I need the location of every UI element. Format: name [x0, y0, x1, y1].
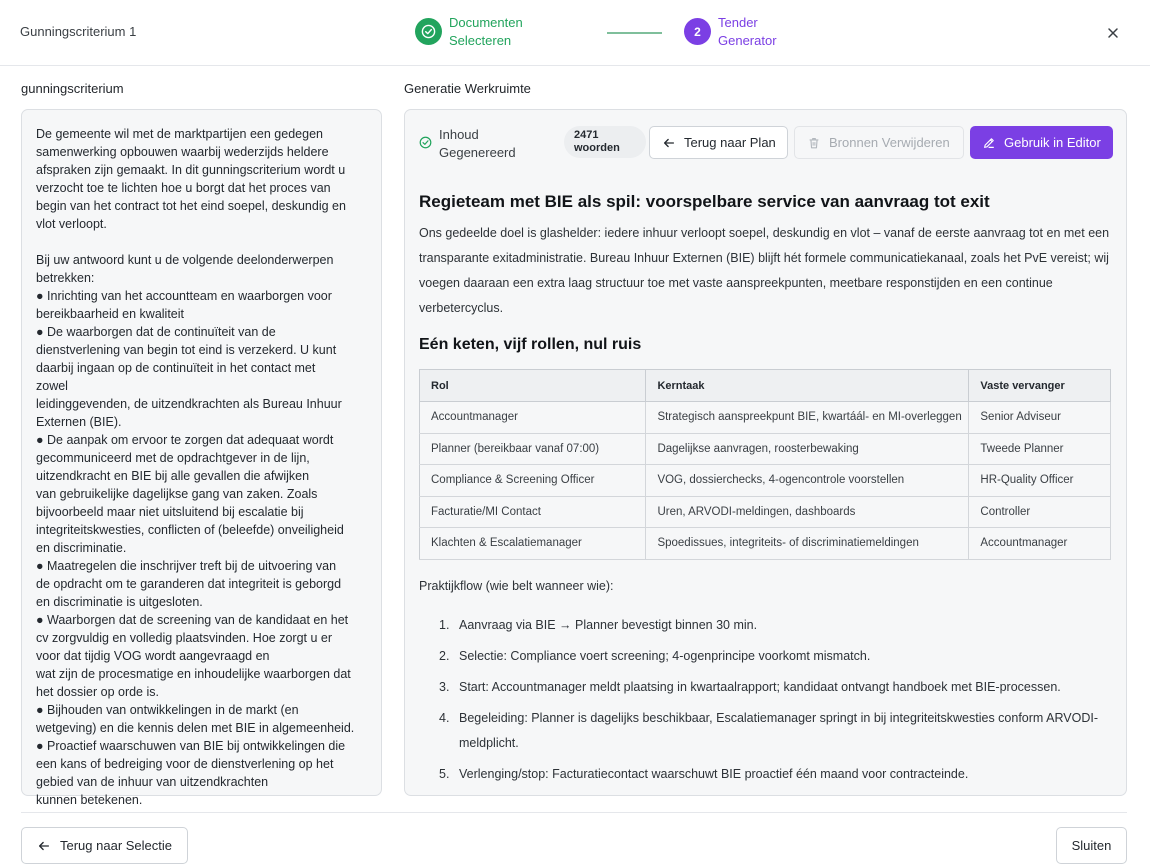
table-row: [420, 465, 1111, 497]
table-cell: Tweede Planner: [969, 433, 1111, 465]
dialog-title: Gunningscriterium 1: [20, 24, 137, 39]
step-label-line1: Documenten: [449, 15, 523, 30]
list-item-text: Selectie: Compliance voert screening; 4-ogenprincipe voorkomt mismatch.: [459, 648, 871, 663]
table-cell: VOG, dossierchecks, 4-ogencontrole voorstellen: [646, 465, 969, 497]
table-row: [420, 433, 1111, 465]
generated-content: [419, 190, 1113, 793]
dialog-header: [0, 0, 1150, 66]
word-count-badge: [564, 126, 646, 158]
table-cell: Dagelijkse aanvragen, roosterbewaking: [646, 433, 969, 465]
table-cell: Accountmanager: [420, 402, 646, 434]
close-dialog-button[interactable]: Sluiten: [1056, 827, 1127, 864]
close-icon: [1104, 24, 1122, 42]
right-section-title: Generatie Werkruimte: [404, 81, 531, 96]
flow-list: [419, 613, 1113, 787]
remove-sources-button[interactable]: [794, 126, 964, 159]
word-count-unit: woorden: [574, 142, 620, 154]
roles-table: [419, 369, 1111, 560]
list-item: 4. Begeleiding: Planner is dagelijks beschikbaar, Escalatiemanager springt in bij integriteitskwesties conform ARVODI-meldplicht.: [439, 710, 1098, 750]
criterium-panel[interactable]: [21, 109, 382, 807]
table-cell: Facturatie/MI Contact: [420, 496, 646, 528]
table-header-cell: Kerntaak: [646, 370, 969, 402]
close-button[interactable]: [1104, 24, 1122, 42]
list-item-text: Begeleiding: Planner is dagelijks beschikbaar, Escalatiemanager springt in bij integriteitskwesties conform ARVODI-meldplicht.: [459, 710, 1098, 750]
word-count-number: 2471: [574, 129, 599, 141]
list-item-text: Aanvraag via BIE → Planner bevestigt binnen 30 min.: [459, 617, 758, 632]
pencil-icon: [982, 136, 996, 150]
generated-intro: Ons gedeelde doel is glashelder: iedere inhuur verloopt soepel, deskundig en vlot – vanaf de eerste aanvraag tot en met een transparante exitadministratie. Bureau Inhuur Externen (BIE) blijft hét formele communicatiekanaal, zoals het PvE vereist; wij voegen daaraan een extra laag structuur toe met vaste aanspreekpunten, meetbare responstijden en een continue verbetercyclus.: [419, 226, 1110, 315]
table-cell: Klachten & Escalatiemanager: [420, 528, 646, 560]
arrow-left-icon: [37, 839, 51, 853]
step-label-line1: Tender: [718, 15, 758, 30]
left-section-title: gunningscriterium: [21, 81, 124, 96]
table-row: [420, 496, 1111, 528]
step-label: [718, 14, 777, 50]
table-header-row: [420, 370, 1111, 402]
table-cell: Controller: [969, 496, 1111, 528]
criterium-text: De gemeente wil met de marktpartijen een gedegen samenwerking opbouwen waarbij wederzijds heldere afspraken zijn gemaakt. In dit gunningscriterium wordt u verzocht toe te lichten hoe u borgt dat het proces van begin van het contract tot het eind soepel, deskundig en vlot verloopt. Bij uw antwoord kunt u de volgende deelonderwerpen betrekken: ● Inrichting van het accountteam en waarborgen voor bereikbaarheid en kwaliteit ● De waarborgen dat de continuïteit van de dienstverlening van begin tot eind is verzekerd. U kunt daarbij ingaan op de continuïteit in het contact met zowel leidinggevenden, de uitzendkrachten als Bureau Inhuur Externen (BIE). ● De aanpak om ervoor te zorgen dat adequaat wordt gecommuniceerd met de opdrachtgever in de lijn, uitzendkracht en BIE bij alle gevallen die afwijken van gebruikelijke dagelijkse gang van zaken. Zoals bijvoorbeeld maar niet uitsluitend bij escalatie bij integriteitskwesties, conflicten of (beleefde) onveiligheid en discriminatie. ● Maatregelen die inschrijver treft bij de uitvoering van de opdracht om te garanderen dat integriteit is geborgd en discriminatie is uitgesloten. ● Waarborgen dat de screening van de kandidaat en het cv zorgvuldig en volledig plaatsvinden. Hoe zorgt u er voor dat tijdig VOG wordt aangevraagd en wat zijn de procesmatige en inhoudelijke waarborgen dat het dossier op orde is. ● Bijhouden van ontwikkelingen in de markt (en wetgeving) en die kennis delen met BIE in algemeenheid. ● Proactief waarschuwen van BIE bij ontwikkelingen die een kans of bedreiging voor de dienstverlening op het gebied van de inhuur van uitzendkrachten kunnen betekenen.: [36, 127, 355, 807]
list-item: 2. Selectie: Compliance voert screening; 4-ogenprincipe voorkomt mismatch.: [439, 648, 871, 663]
generated-subheading: Eén keten, vijf rollen, nul ruis: [419, 336, 642, 353]
table-cell: Spoedissues, integriteits- of discriminatiemeldingen: [646, 528, 969, 560]
list-item-text: Verlenging/stop: Facturatiecontact waarschuwt BIE proactief één maand voor contracteinde.: [459, 766, 969, 781]
table-header-cell: Vaste vervanger: [969, 370, 1111, 402]
arrow-left-icon: [662, 136, 676, 150]
list-item: 3. Start: Accountmanager meldt plaatsing in kwartaalrapport; kandidaat ontvangt handboek met BIE-processen.: [439, 679, 1061, 694]
generation-status-label: Inhoud Gegenereerd: [439, 127, 516, 160]
generation-workspace[interactable]: [404, 109, 1127, 796]
step-number: 2: [684, 18, 711, 45]
check-circle-icon: [419, 136, 432, 149]
table-cell: Uren, ARVODI-meldingen, dashboards: [646, 496, 969, 528]
back-to-selection-button[interactable]: [21, 827, 188, 864]
generated-heading: Regieteam met BIE als spil: voorspelbare service van aanvraag tot exit: [419, 192, 990, 211]
table-cell: Compliance & Screening Officer: [420, 465, 646, 497]
trash-icon: [807, 136, 821, 150]
step-label: [449, 14, 523, 50]
list-item-text: Start: Accountmanager meldt plaatsing in kwartaalrapport; kandidaat ontvangt handboek met BIE-processen.: [459, 679, 1061, 694]
back-to-plan-label: Terug naar Plan: [684, 135, 776, 150]
use-in-editor-label: Gebruik in Editor: [1004, 135, 1101, 150]
table-cell: Planner (bereikbaar vanaf 07:00): [420, 433, 646, 465]
flow-label: Praktijkflow (wie belt wanneer wie):: [419, 578, 614, 593]
back-to-selection-label: Terug naar Selectie: [60, 838, 173, 853]
list-item: 1. Aanvraag via BIE → Planner bevestigt binnen 30 min.: [439, 617, 758, 632]
step-completed-check-icon: [415, 18, 442, 45]
step-label-line2: Generator: [718, 33, 777, 48]
table-cell: Accountmanager: [969, 528, 1111, 560]
step-label-line2: Selecteren: [449, 33, 512, 48]
step-connector: [607, 32, 662, 34]
table-cell: Senior Adviseur: [969, 402, 1111, 434]
table-row: [420, 402, 1111, 434]
table-cell: Strategisch aanspreekpunt BIE, kwartáál- en MI-overleggen: [646, 402, 969, 434]
list-item: 5. Verlenging/stop: Facturatiecontact waarschuwt BIE proactief één maand voor contracteinde.: [439, 766, 969, 781]
table-row: [420, 528, 1111, 560]
table-cell: HR-Quality Officer: [969, 465, 1111, 497]
use-in-editor-button[interactable]: [970, 126, 1113, 159]
footer-divider: [21, 812, 1127, 813]
table-header-cell: Rol: [420, 370, 646, 402]
remove-sources-label: Bronnen Verwijderen: [829, 135, 950, 150]
back-to-plan-button[interactable]: [649, 126, 788, 159]
